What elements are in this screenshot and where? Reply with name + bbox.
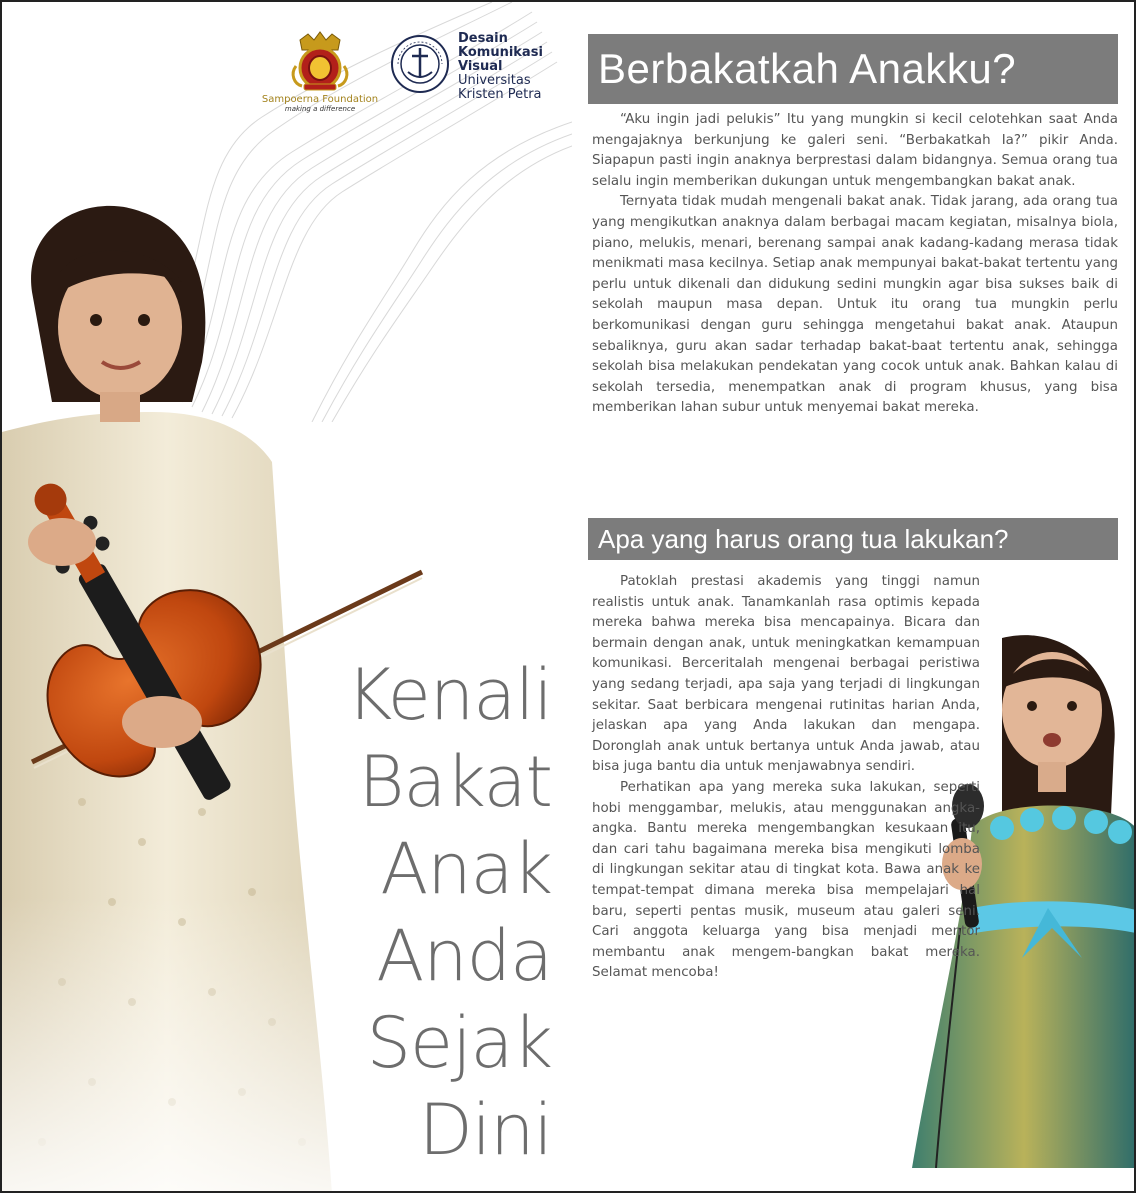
sampoerna-foundation-logo xyxy=(254,30,386,114)
big-title-line-6: Dini xyxy=(418,1089,552,1171)
ukp-line-5: Kristen Petra xyxy=(458,87,542,102)
section-2-text xyxy=(592,572,1118,1184)
big-title-line-1: Kenali xyxy=(346,654,552,736)
big-title-line-5: Sejak xyxy=(366,1002,552,1084)
big-title-line-3: Anak xyxy=(380,828,552,910)
ukp-line-4: Universitas xyxy=(458,73,531,88)
ukp-line-1: Desain xyxy=(458,31,508,46)
big-title-line-2: Bakat xyxy=(358,741,552,823)
big-title-line-4: Anda xyxy=(376,915,552,997)
sampoerna-name: Sampoerna Foundation xyxy=(261,94,379,105)
section-2-paragraph-2: Perhatikan apa yang mereka suka lakukan, seperti hobi menggambar, melukis, atau menggunakan angka-angka. Bantu mereka mengembangkan kesukaan itu, dan cari tahu bagaimana mereka bisa mengikuti lomba di lingkungan sekitar atau di tingkat kota. Bawa anak ke tempat-tempat dimana mereka bisa mempelajari hal baru, seperti pentas musik, museum atau galeri seni. Cari anggota keluarga yang bisa menjadi mentor membantu anak mengem-bangkan bakat mereka. Selamat mencoba! xyxy=(592,779,980,981)
ukp-line-2: Komunikasi xyxy=(458,45,543,60)
sampoerna-crest-icon xyxy=(288,30,352,92)
section-2-paragraph-1: Patoklah prestasi akademis yang tinggi namun realistis untuk anak. Tanamkanlah rasa optimis kepada mereka bahwa mereka bisa mencapainya. Bicara dan bermain dengan anak, untuk meningkatkan kemampuan komunikasi. Berceritalah mengenai berbagai peristiwa yang sedang terjadi, apa saja yang terjadi di lingkungan sekitar. Saat berbicara mengenai rutinitas harian Anda, jelaskan apa yang Anda lakukan dan mengapa. Doronglah anak untuk bertanya untuk Anda jawab, atau bisa juga bantu dia untuk menjawabnya sendiri. xyxy=(592,574,980,775)
big-title xyxy=(252,652,552,1174)
ukp-logo-text xyxy=(458,32,578,102)
ukp-seal-icon xyxy=(390,34,450,94)
section-1-text xyxy=(592,110,1118,419)
photo-wrap-spacer xyxy=(980,572,1118,1184)
ukp-line-3: Visual xyxy=(458,59,503,74)
main-heading: Berbakatkah Anakku? xyxy=(588,34,1118,104)
sub-heading: Apa yang harus orang tua lakukan? xyxy=(588,518,1118,560)
section-1-paragraph-2: Ternyata tidak mudah mengenali bakat anak. Tidak jarang, ada orang tua yang mengikutkan anaknya dalam berbagai macam kegiatan, misalnya biola, piano, melukis, menari, berenang sampai anak kadang-kadang merasa tidak menikmati masa kecilnya. Setiap anak mempunyai bakat-bakat tertentu yang perlu untuk dikenali dan didukung sedini mungkin agar bisa sukses baik di sekolah maupun masa depan. Untuk itu orang tua mungkin perlu berkomunikasi dengan guru sehingga mengetahui bakat anak. Ataupun sebaliknya, guru akan sadar terhadap bakat-baat tertentu anak, sehingga sekolah bisa melakukan pendekatan yang cocok untuk anak. Bahkan kalau di sekolah tersedia, menempatkan anak di program khusus, yang bisa memberikan lahan subur untuk menyemai bakat mereka. xyxy=(592,194,1118,416)
sampoerna-tagline: making a difference xyxy=(284,105,356,113)
section-1-paragraph-1: “Aku ingin jadi pelukis” Itu yang mungkin si kecil celotehkan saat Anda mengajaknya berkunjung ke galeri seni. “Berbakatkah Ia?” pikir Anda. Siapapun pasti ingin anaknya berprestasi dalam bidangnya. Semua orang tua selalu ingin memberikan dukungan untuk mengembangkan bakat anak. xyxy=(592,112,1118,189)
